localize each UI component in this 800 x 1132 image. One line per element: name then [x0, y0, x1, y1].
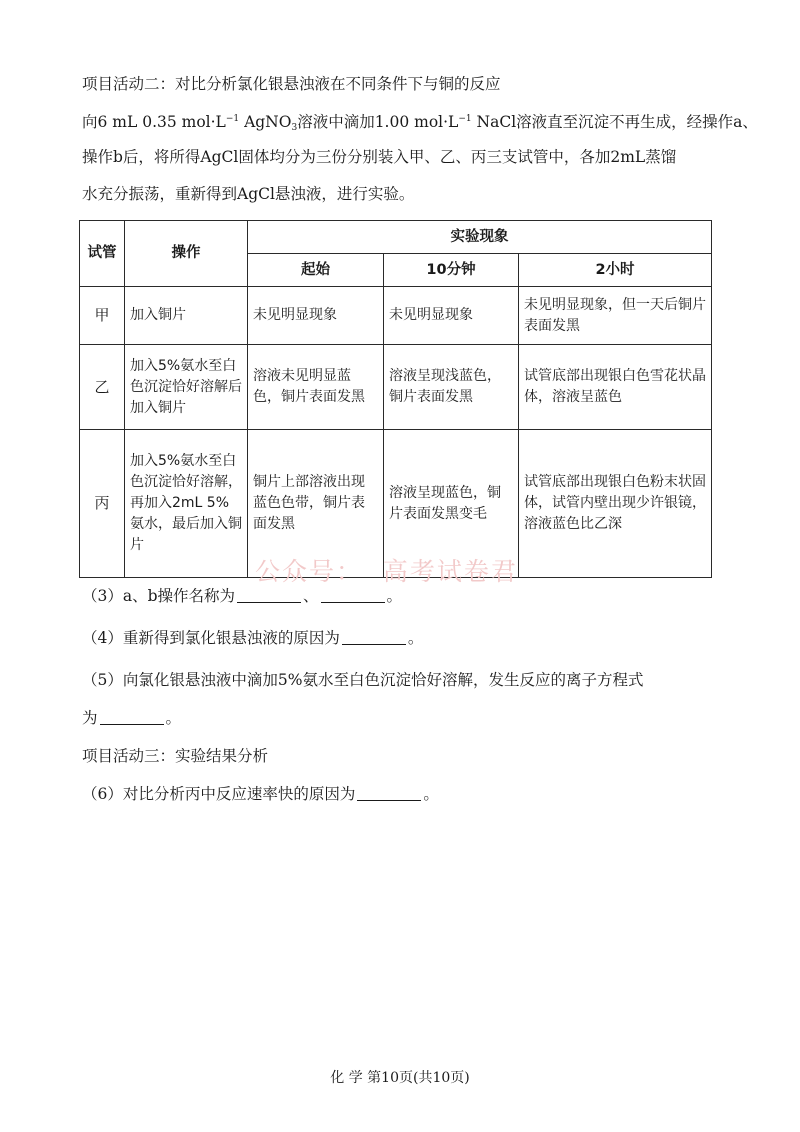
question-3: [82, 586, 722, 606]
header-tube: 试管: [80, 221, 125, 287]
header-phenomenon: 实验现象: [248, 221, 712, 254]
header-2hours: 2小时: [519, 254, 712, 287]
header-start: 起始: [248, 254, 384, 287]
intro-text: 溶液中滴加1.00 mol·L: [297, 113, 459, 131]
experiment-table: [79, 220, 712, 578]
two-hours-cell: 试管底部出现银白色雪花状晶体，溶液呈蓝色: [519, 345, 712, 430]
intro-line-2: 操作b后，将所得AgCl固体均分为三份分别装入甲、乙、丙三支试管中，各加2mL蒸馏: [82, 148, 677, 166]
subscript: 3: [291, 123, 298, 133]
operation-cell: 加入5%氨水至白色沉淀恰好溶解，再加入2mL 5%氨水，最后加入铜片: [125, 430, 248, 578]
start-cell: 未见明显现象: [248, 287, 384, 345]
superscript: −1: [458, 114, 472, 124]
question-text: 为: [82, 709, 98, 727]
start-cell: 铜片上部溶液出现蓝色色带，铜片表面发黑: [248, 430, 384, 578]
superscript: −1: [225, 114, 240, 124]
page-footer: 化 学 第10页(共10页): [330, 1070, 470, 1086]
ten-min-cell: 未见明显现象: [384, 287, 519, 345]
period: 。: [423, 785, 439, 803]
two-hours-cell: 试管底部出现银白色粉末状固体，试管内壁出现少许银镜，溶液蓝色比乙深: [519, 430, 712, 578]
question-text: （4）重新得到氯化银悬浊液的原因为: [82, 629, 340, 647]
activity3-heading: 项目活动三：实验结果分析: [82, 747, 269, 765]
question-5-line-1: （5）向氯化银悬浊液中滴加5%氨水至白色沉淀恰好溶解，发生反应的离子方程式: [82, 671, 644, 689]
ten-min-cell: 溶液呈现浅蓝色，铜片表面发黑: [384, 345, 519, 430]
header-10min: 10分钟: [384, 254, 519, 287]
period: 。: [165, 709, 182, 727]
operation-cell: 加入5%氨水至白色沉淀恰好溶解后加入铜片: [125, 345, 248, 430]
operation-cell: 加入铜片: [125, 287, 248, 345]
intro-line-1: [82, 112, 758, 133]
two-hours-cell: 未见明显现象，但一天后铜片表面发黑: [519, 287, 712, 345]
ten-min-cell: 溶液呈现蓝色，铜片表面发黑变毛: [384, 430, 519, 578]
question-text: （3）a、b操作名称为: [82, 587, 236, 605]
answer-blank: [237, 588, 301, 603]
question-5-line-2: [82, 708, 722, 728]
intro-text: NaCl溶液直至沉淀不再生成，经操作a、: [471, 113, 758, 131]
tube-cell: 丙: [80, 430, 125, 578]
activity2-heading: 项目活动二：对比分析氯化银悬浊液在不同条件下与铜的反应: [82, 75, 501, 93]
answer-blank: [100, 710, 164, 725]
period: 。: [386, 587, 403, 605]
intro-text: AgNO: [239, 113, 292, 131]
period: 。: [407, 629, 424, 647]
watermark: 公众号： 高考试卷君: [255, 557, 518, 586]
header-operation: 操作: [125, 221, 248, 287]
answer-blank: [357, 786, 421, 801]
question-4: [82, 628, 722, 648]
answer-blank: [342, 630, 406, 645]
table-row: [80, 287, 712, 345]
tube-cell: 甲: [80, 287, 125, 345]
question-text: （6）对比分析丙中反应速率快的原因为: [82, 785, 356, 803]
answer-blank: [321, 588, 385, 603]
intro-text: 向6 mL 0.35 mol·L: [82, 113, 226, 131]
table-row: [80, 345, 712, 430]
start-cell: 溶液未见明显蓝色，铜片表面发黑: [248, 345, 384, 430]
separator: 、: [303, 587, 319, 605]
tube-cell: 乙: [80, 345, 125, 430]
question-6: [82, 784, 722, 804]
intro-line-3: 水充分振荡，重新得到AgCl悬浊液，进行实验。: [82, 185, 415, 203]
